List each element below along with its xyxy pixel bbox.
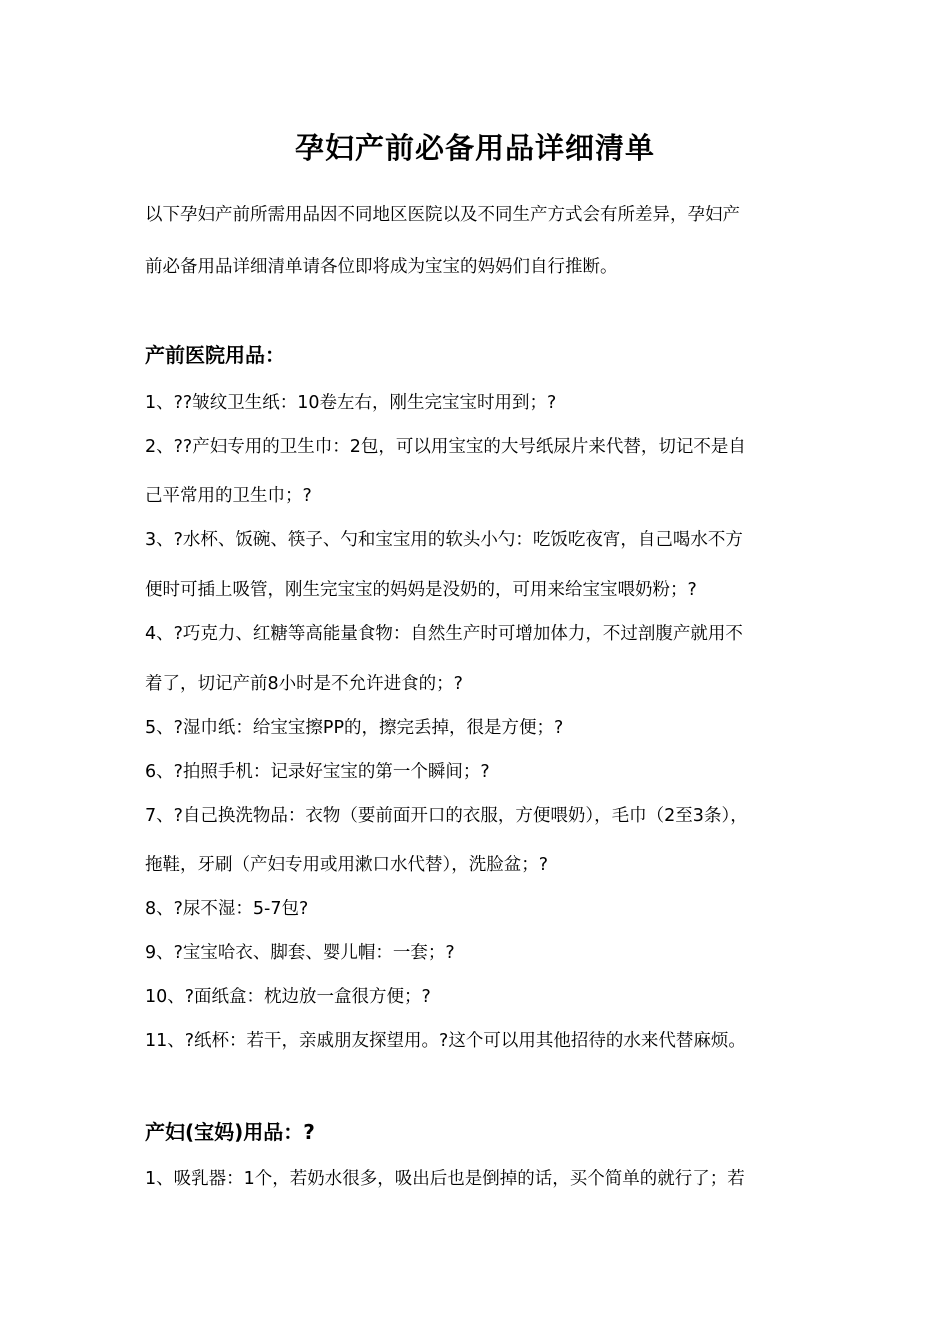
list-item: 8、?尿不湿：5-7包?	[145, 899, 309, 919]
section-heading-prenatal-hospital: 产前医院用品：	[145, 343, 285, 367]
list-item: 2、??产妇专用的卫生巾：2包，可以用宝宝的大号纸尿片来代替，切记不是自	[145, 437, 746, 457]
list-item-continuation: 着了，切记产前8小时是不允许进食的；?	[145, 674, 463, 694]
list-item: 6、?拍照手机：记录好宝宝的第一个瞬间；?	[145, 762, 490, 782]
document-title: 孕妇产前必备用品详细清单	[294, 131, 655, 165]
list-item-continuation: 便时可插上吸管，刚生完宝宝的妈妈是没奶的，可用来给宝宝喂奶粉；?	[145, 580, 697, 600]
intro-line: 前必备用品详细清单请各位即将成为宝宝的妈妈们自行推断。	[145, 257, 618, 277]
list-item: 11、?纸杯：若干，亲戚朋友探望用。?这个可以用其他招待的水来代替麻烦。	[145, 1031, 746, 1051]
list-item: 1、??皱纹卫生纸：10卷左右，刚生完宝宝时用到；?	[145, 393, 557, 413]
intro-line: 以下孕妇产前所需用品因不同地区医院以及不同生产方式会有所差异，孕妇产	[145, 205, 740, 225]
list-item-continuation: 拖鞋，牙刷（产妇专用或用漱口水代替），洗脸盆；?	[145, 855, 549, 875]
list-item: 9、?宝宝哈衣、脚套、婴儿帽：一套；?	[145, 943, 455, 963]
list-item: 7、?自己换洗物品：衣物（要前面开口的衣服，方便喂奶），毛巾（2至3条），	[145, 806, 748, 826]
list-item: 1、吸乳器：1个，若奶水很多，吸出后也是倒掉的话，买个简单的就行了；若	[145, 1169, 745, 1189]
list-item: 3、?水杯、饭碗、筷子、勺和宝宝用的软头小勺：吃饭吃夜宵，自己喝水不方	[145, 530, 743, 550]
list-item: 10、?面纸盒：枕边放一盒很方便；?	[145, 987, 431, 1007]
list-item-continuation: 己平常用的卫生巾；?	[145, 486, 312, 506]
list-item: 4、?巧克力、红糖等高能量食物：自然生产时可增加体力，不过剖腹产就用不	[145, 624, 743, 644]
section-heading-mother-supplies: 产妇(宝妈)用品：?	[145, 1120, 315, 1144]
list-item: 5、?湿巾纸：给宝宝擦PP的，擦完丢掉，很是方便；?	[145, 718, 564, 738]
